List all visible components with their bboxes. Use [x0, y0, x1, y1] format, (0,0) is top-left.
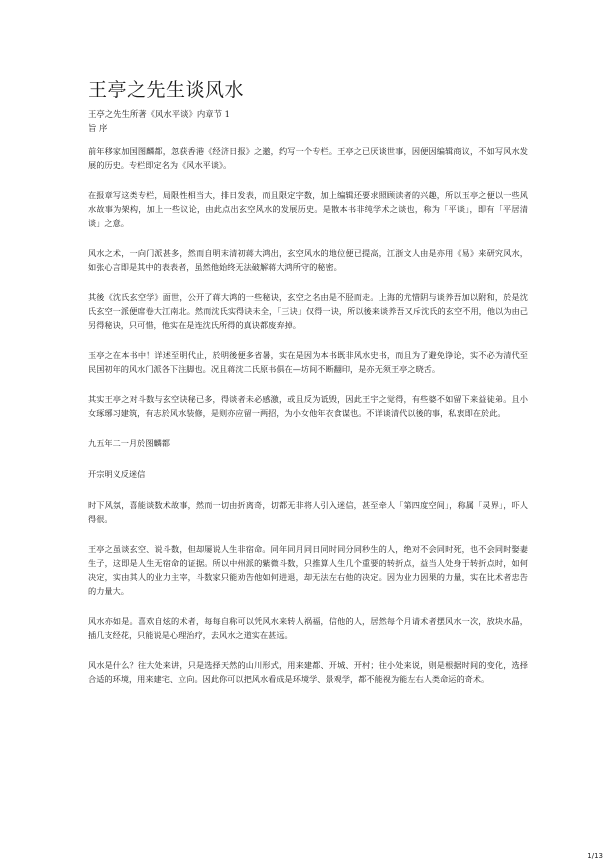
document-title: 王亭之先生谈风水 [88, 79, 245, 101]
paragraph: 在报章写这类专栏，局限性相当大，排日发表，而且限定字数，加上编辑还要求照顾读者的兴趣，所以玉亭之便以一些风水故事为架构，加上一些议论，由此点出玄空风水的发展历史。是散本书非纯学术之谈也，称为「平谈」，即有「平居清谈」之意。 [88, 190, 528, 228]
document-page [88, 78, 528, 702]
paragraph: 时下风氛，喜能谈数术故事，然而一切由折离奇，切都无非将人引入迷信，甚至牵人「第四度空间」，称属「灵界」，吓人得很。 [88, 500, 528, 524]
page-number: 1/13 [587, 852, 603, 860]
paragraph: 风水是什么？往大处来讲，只是选择天然的山川形式，用来建都、开城、开村；往小处来说，则是根据时间的变化，选择合适的环境，用来建宅、立向。因此你可以把风水看成是环境学、景观学，都不能视为能左右人类命运的奇术。 [88, 660, 528, 684]
document-subtitle: 王亭之先生所著《风水平谈》内章节 1 [88, 109, 230, 119]
paragraph: 风水亦如是。喜欢自炫的术者，每每自称可以凭风水来转人祸福，信他的人，居然每个月请术者摆风水一次，放块水晶，插几支经花，只能说是心理治疗，去风水之道实在甚远。 [88, 616, 528, 640]
preface-label: 旨 序 [88, 123, 108, 133]
chapter-heading: 开宗明义反迷信 [88, 469, 146, 479]
paragraph: 其实王亭之对斗数与玄空诀秘已多，得谈者未必感激，或且反为诋毁，因此王宇之觉得，有些婆不如留下来益徒弟。且小女琢琊习建筑，有志於风水装修，是则亦应留一两招，为小女他年衣食谋也。不详谈清代以後的事，私衷即在於此。 [88, 394, 528, 418]
paragraph: 王亭之虽谈玄空、说斗数，但却屡说人生非宿命。同年同月同日同时同分同秒生的人，绝对不会同时死，也不会同时娶妻生子，这即是人生无宿命的证据。所以中州派的紫微斗数，只推算人生几个重要的转折点，益当人处身于转折点时，如何决定，实由其人的业力主宰，斗数家只能劝告他如何进退，却无法左右他的决定。因为业力因果的力量，实在比术者忠告的力量大。 [88, 544, 528, 596]
date-line: 九五年二一月於图麟都 [88, 438, 170, 448]
paragraph: 风水之术，一向门派甚多，然而自明末清初蒋大鸿出，玄空风水的地位便已提高，江浙文人由是亦用《易》来研究风水，如张心言即是其中的表表者，虽然他始终无法破解蒋大鸿所守的秘密。 [88, 248, 528, 272]
paragraph: 前年移家加国图麟都，忽获香港《经济日报》之邀，约写一个专栏。王亭之已厌谈世事，因便因编辑商议，不如写风水发展的历史。专栏即定名为《风水平谈》。 [88, 146, 528, 170]
paragraph: 其後《沈氏玄空学》面世，公开了蒋大鸿的一些秘诀，玄空之名由是不胫而走。上海的尤惜阴与谈养吾加以附和，於是沈氏玄空一派便席卷大江南北。然而沈氏实得诀未全，「三诀」仅得一诀，所以後来谈养吾又斥沈氏的玄空不用，他以为由己另得秘诀，只可惜，他实在是连沈氏所得的真诀都废弃掉。 [88, 292, 528, 330]
paragraph: 玉亭之在本书中！详述至明代止，於明後便多省暑，实在是因为本书既非风水史书，而且为了避免诤论，实不必为清代至民国初年的风水门派各下注脚也。况且蒋沈二氏原书俱在—坊间不断翻印，是亦无须王亭之晓舌。 [88, 350, 528, 374]
